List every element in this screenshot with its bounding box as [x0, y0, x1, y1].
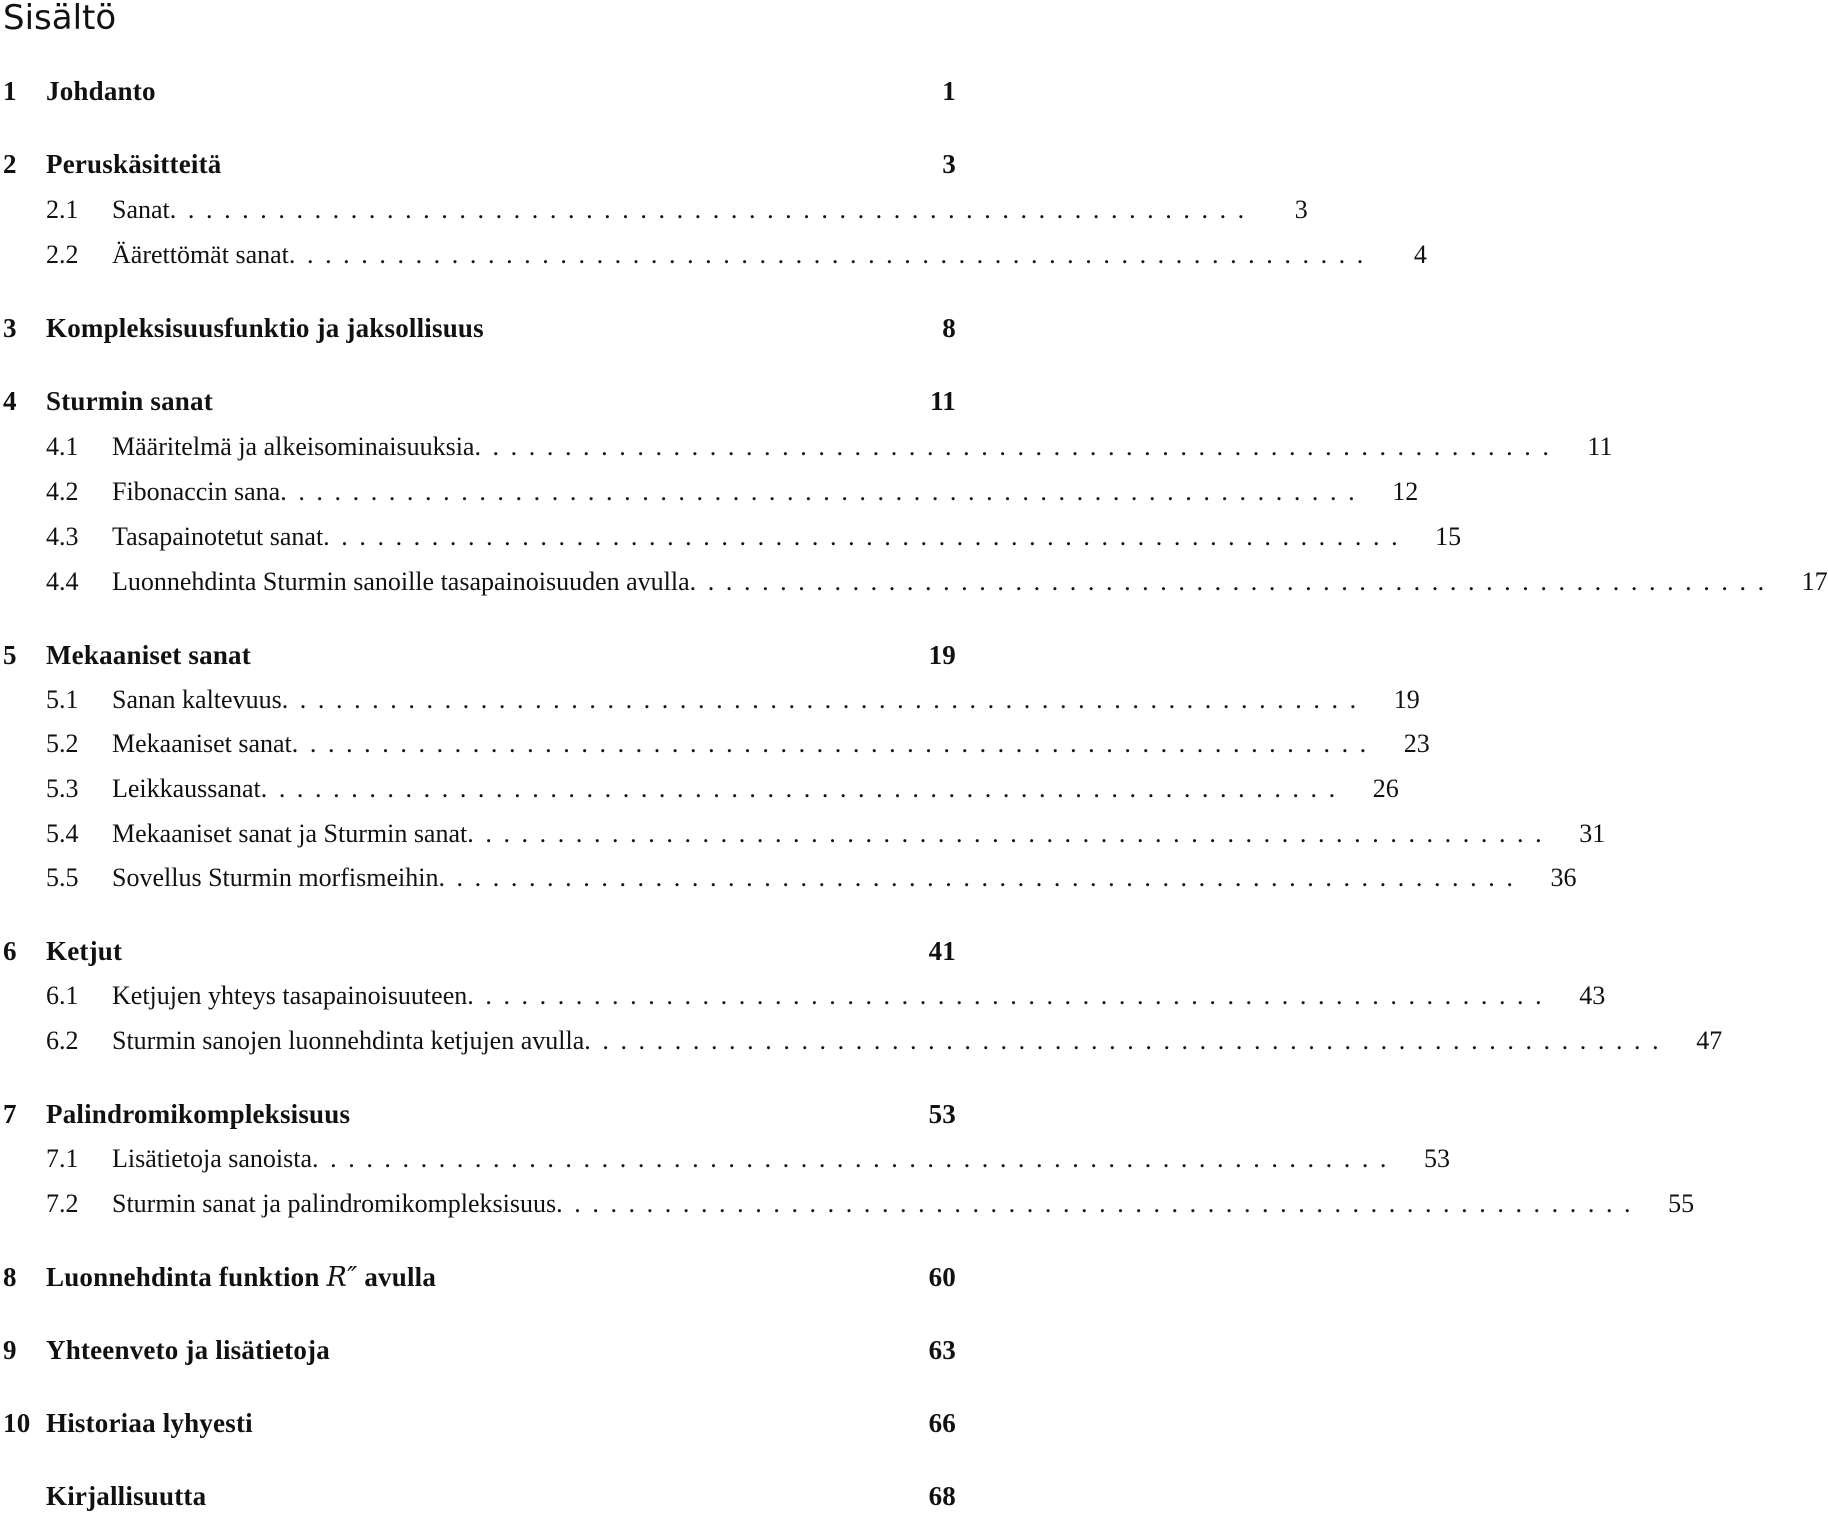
toc-section-entry[interactable]	[0, 1026, 1723, 1060]
entry-title-text: Äärettömät sanat	[112, 240, 289, 269]
toc-section-entry[interactable]	[0, 774, 1399, 808]
entry-title-text: Peruskäsitteitä	[46, 149, 222, 179]
dot-leader: ............................................................	[281, 685, 1368, 714]
entry-title-text: Tasapainotetut sanat	[112, 522, 324, 551]
entry-title-text: Sanat	[112, 195, 170, 224]
page-number: 17	[1801, 567, 1828, 596]
entry-number: 5.2	[46, 729, 79, 758]
dot-leader: ............................................................	[584, 1026, 1671, 1055]
entry-number: 6.1	[46, 981, 79, 1010]
entry-number: 5.4	[46, 819, 79, 848]
entry-title	[46, 640, 251, 671]
entry-title	[112, 240, 289, 270]
entry-title-math: R″	[326, 1262, 358, 1293]
toc-chapter-entry[interactable]	[0, 1099, 956, 1133]
entry-title-text: Palindromikompleksisuus	[46, 1099, 351, 1129]
entry-title-text: Historiaa lyhyesti	[46, 1408, 253, 1438]
dot-leader: ............................................................	[556, 1189, 1643, 1218]
dot-leader: ............................................................	[438, 863, 1525, 892]
page-number: 26	[1372, 774, 1399, 803]
toc-chapter-entry[interactable]	[0, 1481, 956, 1515]
entry-number: 5	[3, 640, 17, 670]
entry-number: 2.2	[46, 240, 79, 269]
entry-title-text: Mekaaniset sanat	[46, 640, 251, 670]
entry-number: 6.2	[46, 1026, 79, 1055]
dot-leader: ............................................................	[312, 1144, 1399, 1173]
entry-number: 2	[3, 149, 17, 179]
page-number: 3	[1294, 195, 1308, 224]
entry-number: 9	[3, 1335, 17, 1365]
entry-title	[112, 522, 323, 552]
page-title: Sisältö	[3, 0, 117, 38]
entry-title-text-after: avulla	[364, 1262, 437, 1292]
page-number: 15	[1435, 522, 1462, 551]
page-number: 12	[1392, 477, 1419, 506]
dot-leader: ............................................................	[323, 522, 1410, 551]
entry-number: 1	[3, 76, 17, 106]
entry-number: 10	[3, 1408, 31, 1438]
entry-number: 7.2	[46, 1189, 79, 1218]
page-number: 11	[930, 386, 956, 416]
entry-title-text: Fibonaccin sana	[112, 477, 281, 506]
entry-title	[46, 76, 156, 107]
toc-section-entry[interactable]	[0, 685, 1420, 719]
entry-title-text: Ketjujen yhteys tasapainoisuuteen	[112, 981, 468, 1010]
page-number: 43	[1579, 981, 1606, 1010]
dot-leader: ............................................................	[280, 477, 1367, 506]
page-number: 3	[942, 149, 956, 179]
entry-title	[112, 567, 690, 597]
page-number: 8	[942, 313, 956, 343]
entry-title	[46, 1335, 330, 1366]
entry-title-text: Luonnehdinta Sturmin sanoille tasapainoisuuden avulla	[112, 567, 690, 596]
entry-title-text: Luonnehdinta funktion	[46, 1262, 320, 1292]
dot-leader: ............................................................	[260, 774, 1347, 803]
toc-section-entry[interactable]	[0, 729, 1430, 763]
toc-section-entry[interactable]	[0, 240, 1427, 274]
entry-title-text: Kompleksisuusfunktio ja jaksollisuus	[46, 313, 484, 343]
entry-title	[46, 1262, 436, 1293]
entry-number: 2.1	[46, 195, 79, 224]
entry-title	[112, 1026, 584, 1056]
entry-number: 8	[3, 1262, 17, 1292]
entry-title-text: Sturmin sanojen luonnehdinta ketjujen avulla	[112, 1026, 585, 1055]
page-number: 60	[928, 1262, 956, 1292]
entry-number: 5.1	[46, 685, 79, 714]
page-number: 19	[1393, 685, 1420, 714]
page-number: 41	[928, 936, 956, 966]
toc-chapter-entry[interactable]	[0, 1262, 956, 1296]
entry-number: 5.5	[46, 863, 79, 892]
entry-title-text: Määritelmä ja alkeisominaisuuksia	[112, 432, 475, 461]
dot-leader: ............................................................	[288, 240, 1375, 269]
dot-leader: ............................................................	[291, 729, 1378, 758]
toc-section-entry[interactable]	[0, 522, 1462, 556]
entry-title	[112, 819, 467, 849]
entry-title	[112, 195, 170, 225]
entry-number: 7.1	[46, 1144, 79, 1173]
entry-title-text: Mekaaniset sanat ja Sturmin sanat	[112, 819, 468, 848]
entry-title-text: Kirjallisuutta	[46, 1481, 207, 1511]
entry-title	[112, 477, 280, 507]
entry-title	[46, 386, 213, 417]
toc-section-entry[interactable]	[0, 195, 1308, 229]
toc-chapter-entry[interactable]	[0, 313, 956, 347]
toc-chapter-entry[interactable]	[0, 386, 956, 420]
entry-title	[112, 685, 282, 715]
toc-section-entry[interactable]	[0, 981, 1606, 1015]
entry-title-text: Sanan kaltevuus	[112, 685, 282, 714]
toc-section-entry[interactable]	[0, 863, 1577, 897]
entry-title-text: Leikkaussanat	[112, 774, 261, 803]
toc-chapter-entry[interactable]	[0, 76, 956, 110]
entry-title	[112, 432, 474, 462]
toc-chapter-entry[interactable]	[0, 149, 956, 183]
dot-leader: ............................................................	[467, 819, 1554, 848]
entry-title	[46, 1481, 206, 1512]
entry-title-text: Johdanto	[46, 76, 156, 106]
toc-chapter-entry[interactable]	[0, 1335, 956, 1369]
entry-number: 5.3	[46, 774, 79, 803]
entry-number: 4.1	[46, 432, 79, 461]
page-number: 55	[1668, 1189, 1695, 1218]
page-number: 66	[928, 1408, 956, 1438]
entry-title-text: Mekaaniset sanat	[112, 729, 292, 758]
entry-title-text: Lisätietoja sanoista	[112, 1144, 313, 1173]
dot-leader: ............................................................	[689, 567, 1776, 596]
entry-title-text: Sturmin sanat ja palindromikompleksisuus	[112, 1189, 557, 1218]
entry-number: 4.3	[46, 522, 79, 551]
toc-section-entry[interactable]	[0, 1189, 1695, 1223]
dot-leader: ............................................................	[467, 981, 1554, 1010]
entry-title-text: Yhteenveto ja lisätietoja	[46, 1335, 330, 1365]
page-number: 47	[1696, 1026, 1723, 1055]
toc-chapter-entry[interactable]	[0, 640, 956, 674]
toc-chapter-entry[interactable]	[0, 1408, 956, 1442]
toc-section-entry[interactable]	[0, 1144, 1451, 1178]
entry-number: 4.2	[46, 477, 79, 506]
entry-number: 3	[3, 313, 17, 343]
entry-number: 4	[3, 386, 17, 416]
page-number: 23	[1403, 729, 1430, 758]
toc-section-entry[interactable]	[0, 477, 1419, 511]
entry-title	[112, 1189, 556, 1219]
page-number: 53	[1424, 1144, 1451, 1173]
page-number: 31	[1579, 819, 1606, 848]
toc-chapter-entry[interactable]	[0, 936, 956, 970]
toc-section-entry[interactable]	[0, 567, 1828, 601]
page-number: 36	[1550, 863, 1577, 892]
entry-title-text: Ketjut	[46, 936, 123, 966]
page-number: 63	[928, 1335, 956, 1365]
entry-number: 7	[3, 1099, 17, 1129]
dot-leader: ............................................................	[474, 432, 1561, 461]
page-number: 4	[1413, 240, 1427, 269]
entry-number: 6	[3, 936, 17, 966]
page-number: 19	[928, 640, 956, 670]
dot-leader: ............................................................	[169, 195, 1256, 224]
toc-section-entry[interactable]	[0, 432, 1613, 466]
entry-title	[46, 149, 221, 180]
entry-title-text: Sovellus Sturmin morfismeihin	[112, 863, 439, 892]
entry-number: 4.4	[46, 567, 79, 596]
entry-title-text: Sturmin sanat	[46, 386, 213, 416]
entry-title	[112, 774, 261, 804]
page-number: 68	[928, 1481, 956, 1511]
entry-title	[112, 1144, 312, 1174]
entry-title	[46, 1408, 253, 1439]
entry-title	[112, 863, 438, 893]
page-number: 53	[928, 1099, 956, 1129]
page-number: 11	[1587, 432, 1613, 461]
entry-title	[112, 981, 467, 1011]
entry-title	[112, 729, 292, 759]
toc-section-entry[interactable]	[0, 819, 1606, 853]
entry-title	[46, 313, 484, 344]
page-number: 1	[942, 76, 956, 106]
entry-title	[46, 1099, 350, 1130]
entry-title	[46, 936, 122, 967]
